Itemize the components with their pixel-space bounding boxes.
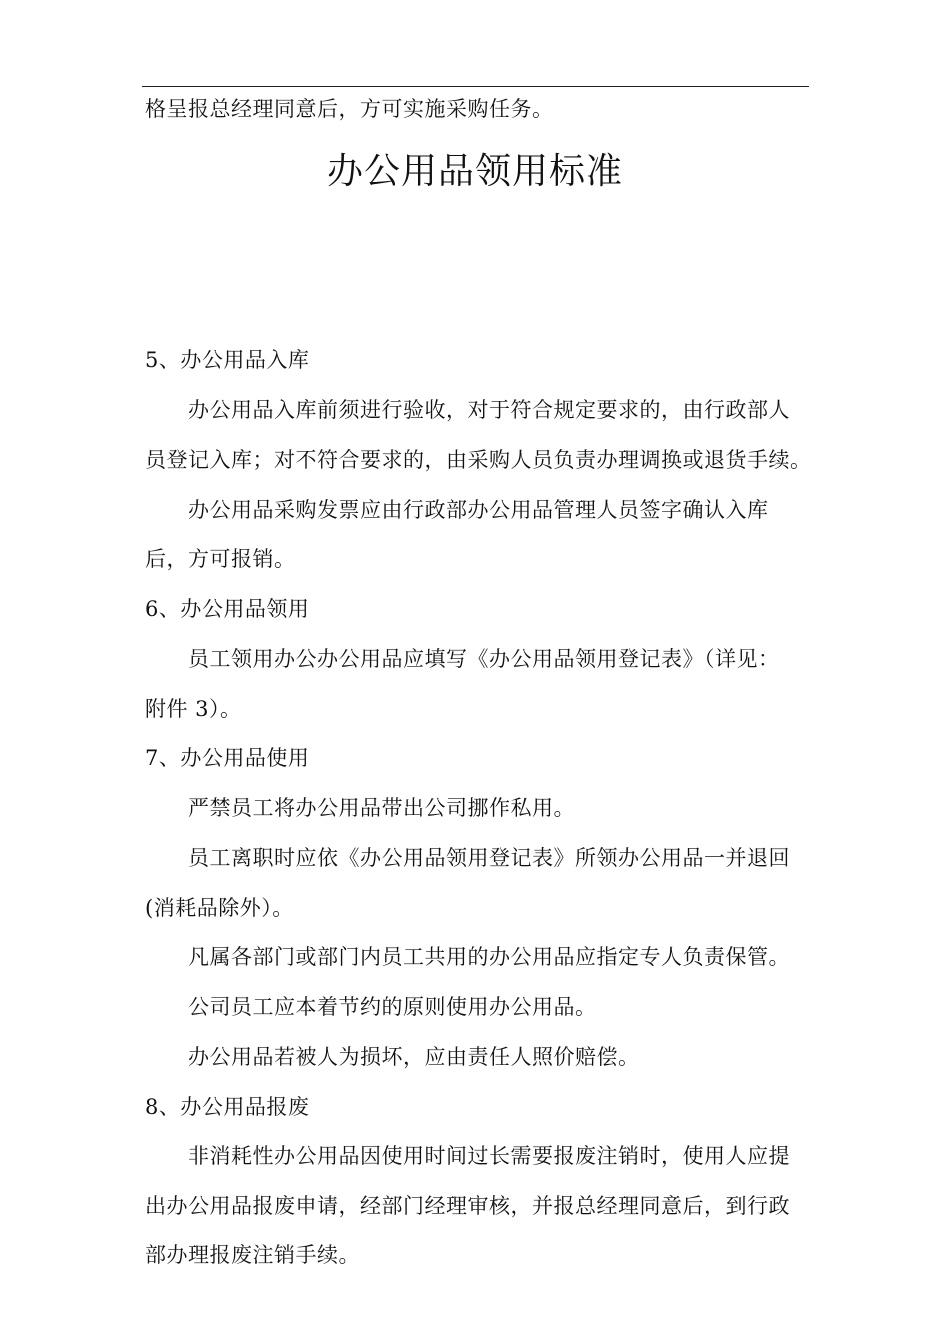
section-5-para-2-line-2: 后，方可报销。 <box>145 547 296 571</box>
section-7-para-5: 办公用品若被人为损坏，应由责任人照价赔偿。 <box>188 1045 640 1069</box>
section-7-para-2-line-2: (消耗品除外）。 <box>145 896 294 920</box>
section-7-para-2-line-1: 员工离职时应依《办公用品领用登记表》所领办公用品一并退回 <box>188 846 790 870</box>
section-6-para-1-line-2: 附件 3）。 <box>145 697 242 721</box>
section-7-para-1: 严禁员工将办公用品带出公司挪作私用。 <box>188 796 575 820</box>
section-7-heading: 7、办公用品使用 <box>145 746 310 770</box>
section-8-para-1-line-3: 部办理报废注销手续。 <box>145 1243 360 1267</box>
section-8-heading: 8、办公用品报废 <box>145 1095 310 1119</box>
header-rule <box>142 86 809 87</box>
section-6-para-1-line-1: 员工领用办公办公用品应填写《办公用品领用登记表》（详见： <box>188 647 780 671</box>
section-7-para-4: 公司员工应本着节约的原则使用办公用品。 <box>188 995 597 1019</box>
section-8-para-1-line-1: 非消耗性办公用品因使用时间过长需要报废注销时，使用人应提 <box>188 1144 790 1168</box>
section-6-heading: 6、办公用品领用 <box>145 597 310 621</box>
section-5-para-1-line-2: 员登记入库；对不符合要求的，由采购人员负责办理调换或退货手续。 <box>145 448 812 472</box>
section-5-para-1-line-1: 办公用品入库前须进行验收，对于符合规定要求的，由行政部人 <box>188 398 790 422</box>
section-5-para-2-line-1: 办公用品采购发票应由行政部办公用品管理人员签字确认入库 <box>188 498 769 522</box>
page-title: 办公用品领用标准 <box>326 151 623 192</box>
section-7-para-3: 凡属各部门或部门内员工共用的办公用品应指定专人负责保管。 <box>188 945 790 969</box>
section-5-heading: 5、办公用品入库 <box>145 348 310 372</box>
section-8-para-1-line-2: 出办公用品报废申请，经部门经理审核，并报总经理同意后，到行政 <box>145 1194 790 1218</box>
carryover-line: 格呈报总经理同意后，方可实施采购任务。 <box>145 97 554 121</box>
